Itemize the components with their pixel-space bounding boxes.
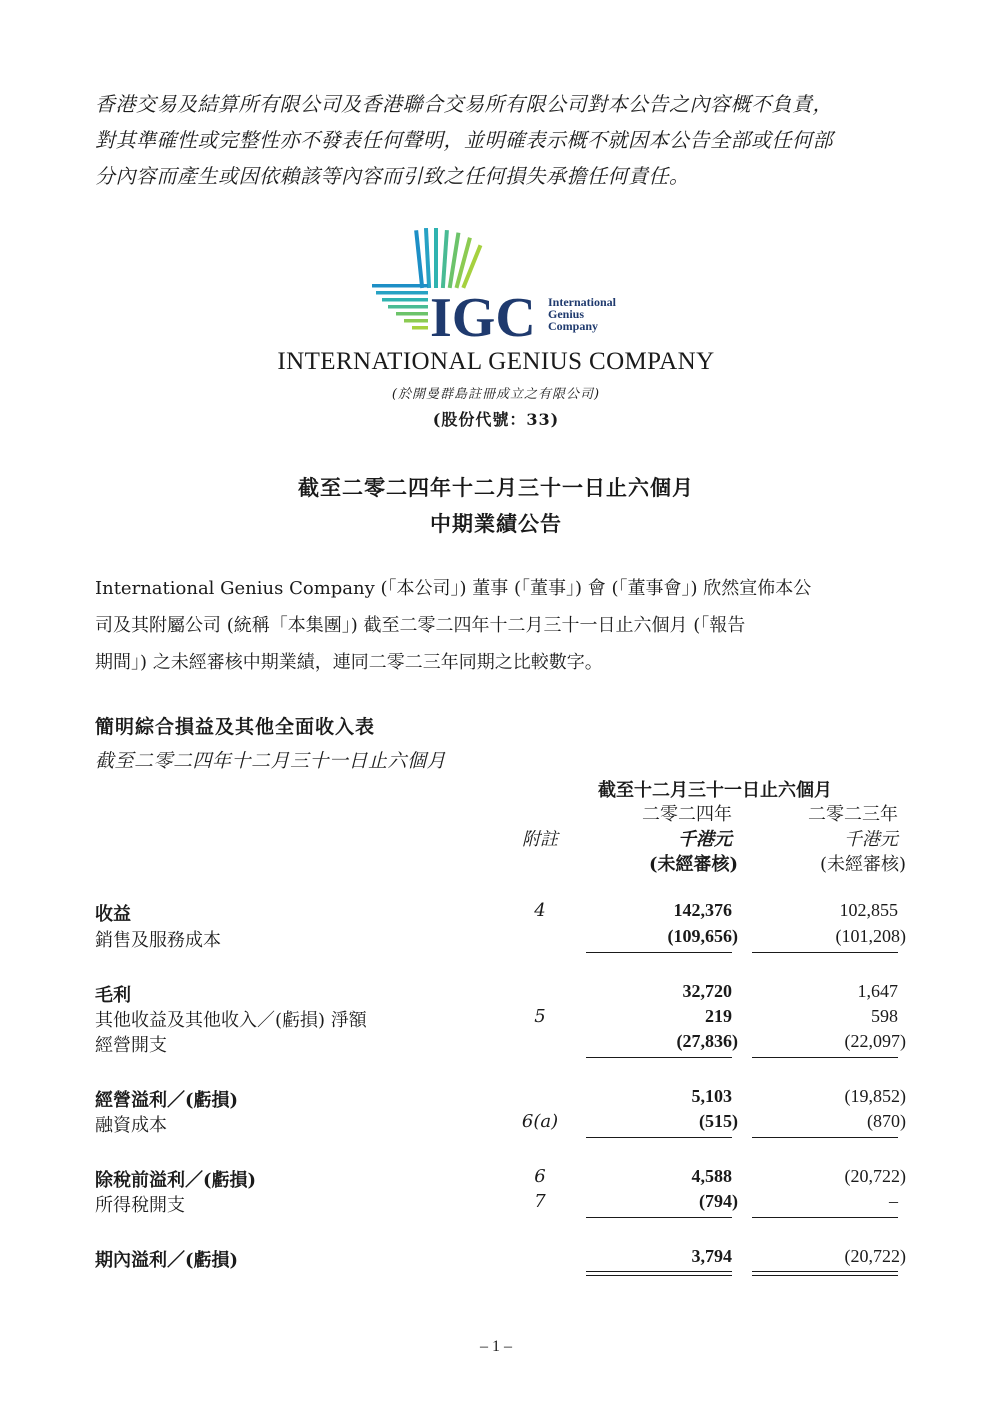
statement-title: 簡明綜合損益及其他全面收入表 bbox=[95, 716, 376, 738]
row-value-2024: (515) bbox=[699, 1111, 738, 1131]
disclaimer-line: 對其準確性或完整性亦不發表任何聲明，並明確表示概不就因本公告全部或任何部 bbox=[95, 128, 833, 152]
intro-paragraph bbox=[95, 570, 905, 681]
row-value-2023: (19,852) bbox=[844, 1086, 906, 1106]
row-value-2023: (870) bbox=[867, 1111, 906, 1131]
subtotal-rule bbox=[586, 952, 732, 953]
subtotal-rule bbox=[586, 1057, 732, 1058]
col-2023-unit: 千港元 bbox=[844, 829, 898, 850]
igc-logo bbox=[360, 226, 640, 342]
row-note: 6 bbox=[534, 1166, 546, 1187]
row-value-2024: (27,836) bbox=[676, 1031, 738, 1051]
row-note: 6(a) bbox=[521, 1111, 559, 1132]
row-label: 融資成本 bbox=[95, 1115, 167, 1136]
subtotal-rule bbox=[752, 1057, 898, 1058]
subtotal-rule bbox=[752, 1217, 898, 1218]
logo-text-line: International bbox=[548, 295, 617, 309]
row-value-2023: 102,855 bbox=[839, 900, 898, 920]
subtotal-rule bbox=[586, 1137, 732, 1138]
logo-text-line: Genius bbox=[548, 307, 585, 321]
announcement-title-line1: 截至二零二四年十二月三十一日止六個月 bbox=[298, 475, 694, 500]
row-label: 除稅前溢利／(虧損) bbox=[95, 1170, 257, 1191]
company-name: INTERNATIONAL GENIUS COMPANY bbox=[277, 348, 715, 375]
subtotal-rule bbox=[752, 1137, 898, 1138]
logo-mark: IGC bbox=[430, 287, 536, 342]
row-label: 銷售及服務成本 bbox=[95, 930, 221, 951]
announcement-title-line2: 中期業績公告 bbox=[430, 511, 562, 536]
row-value-2024: 4,588 bbox=[691, 1166, 732, 1186]
note-header: 附註 bbox=[522, 829, 558, 850]
row-value-2023: – bbox=[889, 1191, 898, 1211]
row-value-2024: 3,794 bbox=[691, 1246, 732, 1266]
row-value-2024: 5,103 bbox=[691, 1086, 732, 1106]
row-value-2024: 32,720 bbox=[682, 981, 732, 1001]
row-value-2024: 142,376 bbox=[673, 900, 732, 920]
col-2024-status: (未經審核) bbox=[648, 854, 738, 875]
disclaimer-line: 香港交易及結算所有限公司及香港聯合交易所有限公司對本公告之內容概不負責， bbox=[95, 92, 833, 116]
row-value-2023: 598 bbox=[871, 1006, 898, 1026]
row-label: 所得稅開支 bbox=[95, 1195, 185, 1216]
col-2023-year: 二零二三年 bbox=[808, 804, 898, 825]
row-value-2023: (101,208) bbox=[835, 926, 906, 946]
row-label: 毛利 bbox=[95, 985, 131, 1006]
logo-text-line: Company bbox=[548, 319, 599, 333]
disclaimer-line: 分內容而產生或因依賴該等內容而引致之任何損失承擔任何責任。 bbox=[95, 164, 690, 188]
total-double-rule bbox=[752, 1271, 898, 1276]
row-value-2023: 1,647 bbox=[857, 981, 898, 1001]
row-value-2024: 219 bbox=[705, 1006, 732, 1026]
col-2024-year: 二零二四年 bbox=[642, 804, 732, 825]
subtotal-rule bbox=[586, 1217, 732, 1218]
period-header: 截至十二月三十一日止六個月 bbox=[598, 780, 832, 801]
col-2024-unit: 千港元 bbox=[678, 829, 732, 850]
col-2023-status: (未經審核) bbox=[819, 854, 906, 875]
row-value-2023: (20,722) bbox=[844, 1246, 906, 1266]
row-label: 期內溢利／(虧損) bbox=[95, 1250, 239, 1271]
row-value-2024: (109,656) bbox=[667, 926, 738, 946]
page-number: – 1 – bbox=[480, 1338, 512, 1355]
subtotal-rule bbox=[752, 952, 898, 953]
row-label: 其他收益及其他收入／(虧損) 淨額 bbox=[95, 1010, 367, 1031]
row-note: 7 bbox=[534, 1191, 546, 1212]
disclaimer bbox=[95, 86, 905, 194]
row-label: 經營開支 bbox=[95, 1035, 167, 1056]
statement-subtitle: 截至二零二四年十二月三十一日止六個月 bbox=[95, 750, 447, 772]
row-value-2024: (794) bbox=[699, 1191, 738, 1211]
row-value-2023: (20,722) bbox=[844, 1166, 906, 1186]
row-note: 4 bbox=[534, 900, 546, 921]
total-double-rule bbox=[586, 1271, 732, 1276]
row-note: 5 bbox=[534, 1006, 546, 1027]
stock-code: (股份代號：33) bbox=[432, 410, 560, 429]
row-label: 經營溢利／(虧損) bbox=[95, 1090, 239, 1111]
intro-line: 司及其附屬公司 (統稱「本集團」) 截至二零二四年十二月三十一日止六個月 (「報告 bbox=[95, 615, 746, 636]
intro-line: 期間」) 之未經審核中期業績，連同二零二三年同期之比較數字。 bbox=[95, 652, 603, 673]
incorporation-note: (於開曼群島註冊成立之有限公司) bbox=[391, 387, 601, 402]
row-value-2023: (22,097) bbox=[844, 1031, 906, 1051]
row-label: 收益 bbox=[95, 904, 131, 925]
intro-line: International Genius Company (「本公司」) 董事 (「董事」) 會 (「董事會」) 欣然宣佈本公 bbox=[95, 578, 812, 599]
